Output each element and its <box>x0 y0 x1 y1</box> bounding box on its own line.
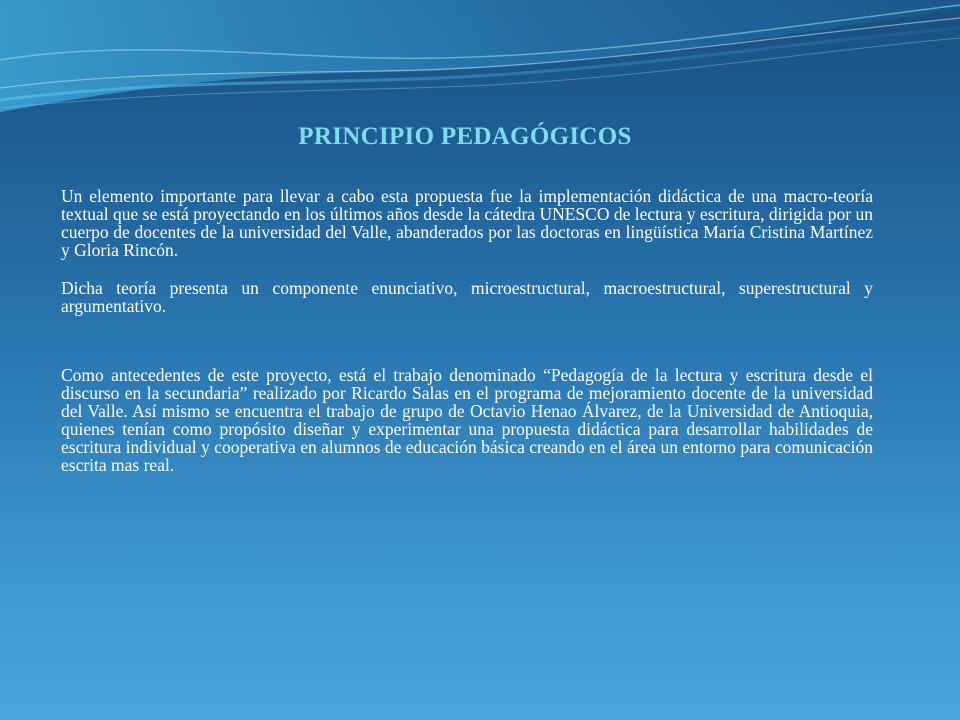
paragraph-1: Un elemento importante para llevar a cabo esta propuesta fue la implementación didáctica de una macro-teoría textual que se está proyectando en los últimos años desde la cátedra UNESCO de lectura y escritura, dirigida por un cuerpo de docentes de la universidad del Valle, abanderados por las doctoras en lingüística María Cristina Martínez y Gloria Rincón. <box>61 186 873 260</box>
slide-title: PRINCIPIO PEDAGÓGICOS <box>298 123 632 150</box>
paragraph-3: Como antecedentes de este proyecto, está el trabajo denominado “Pedagogía de la lectura y escritura desde el discurso en la secundaria” realizado por Ricardo Salas en el programa de mejoramiento docente de la universidad del Valle. Así mismo se encuentra el trabajo de grupo de Octavio Henao Álvarez, de la Universidad de Antioquia, quienes tenían como propósito diseñar y experimentar una propuesta didáctica para desarrollar habilidades de escritura individual y cooperativa en alumnos de educación básica creando en el área un entorno para comunicación escrita mas real. <box>61 365 873 475</box>
wave-decoration <box>0 0 960 130</box>
paragraph-2: Dicha teoría presenta un componente enunciativo, microestructural, macroestructural, superestructural y argumentativo. <box>61 278 873 316</box>
slide-body <box>61 187 873 474</box>
